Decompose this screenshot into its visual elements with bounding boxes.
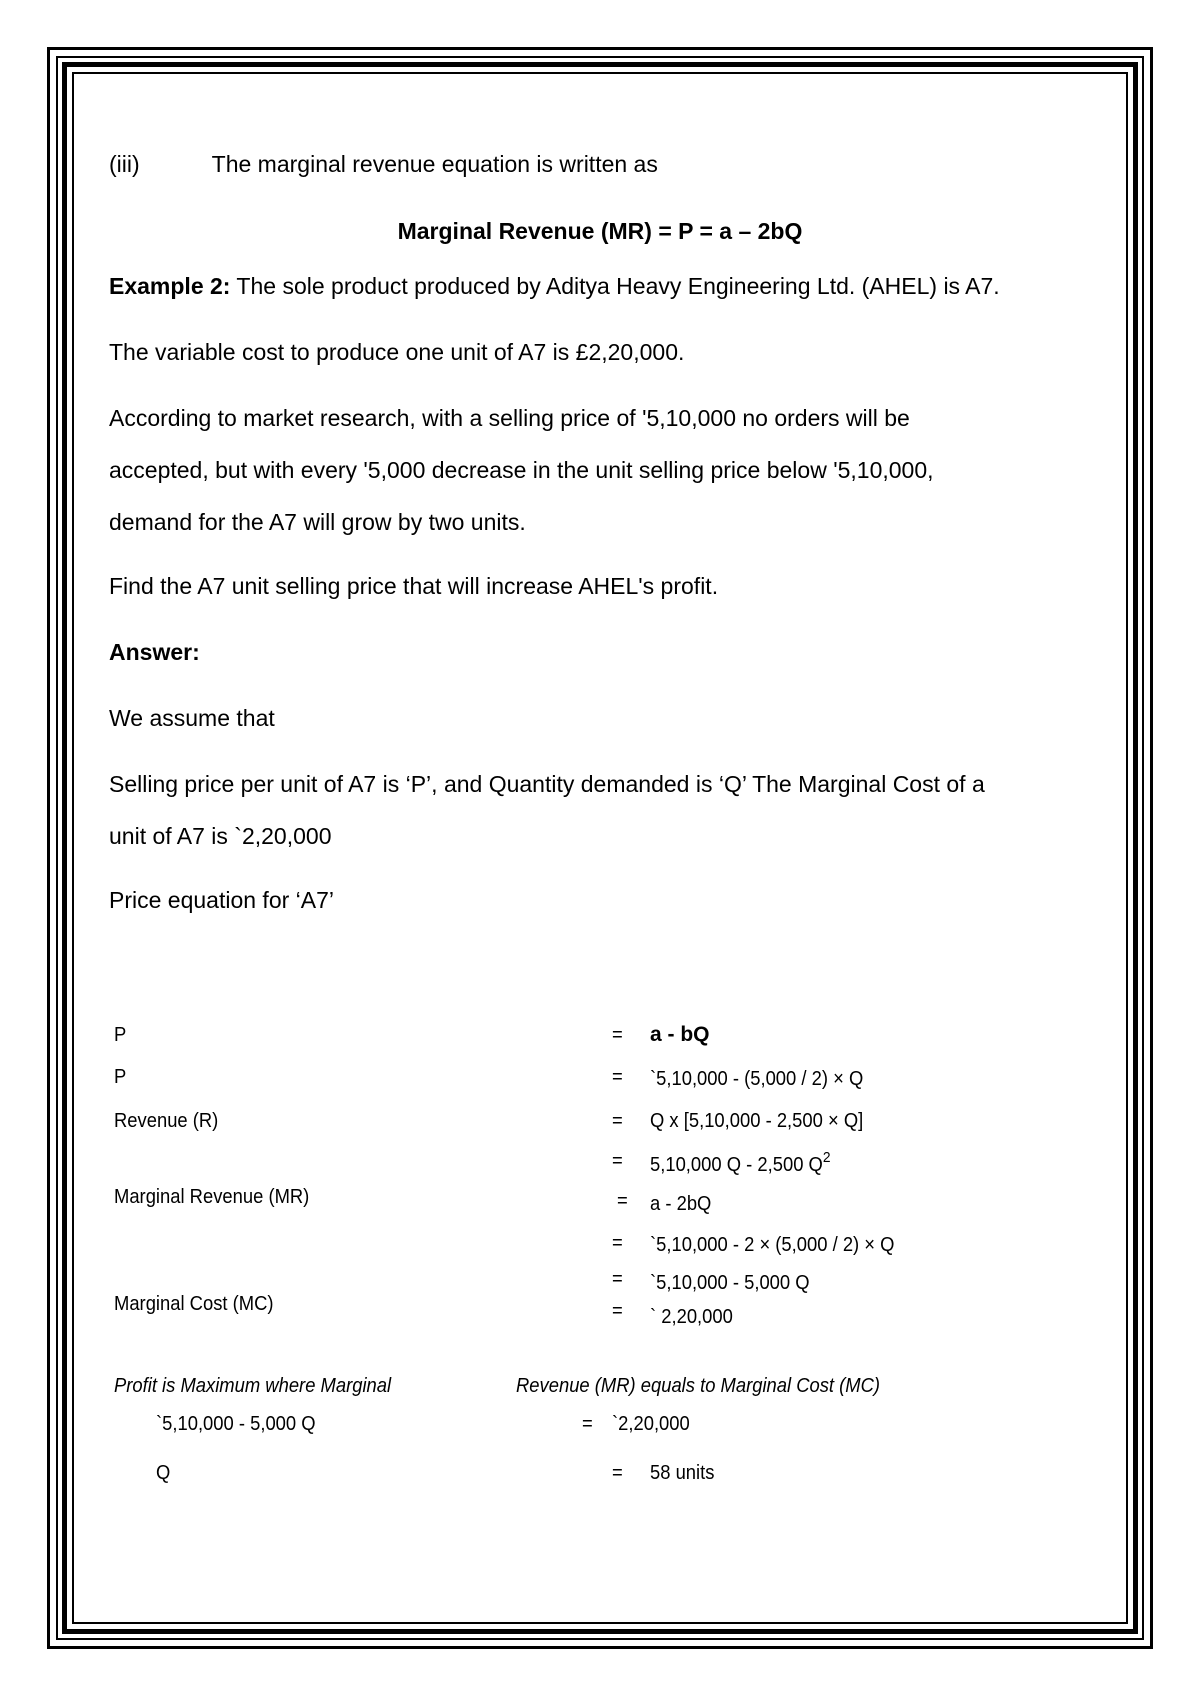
profit-eq-left: `5,10,000 - 5,000 Q [156, 1413, 316, 1435]
eq-label-revenue: Revenue (R) [114, 1110, 219, 1132]
eq-value-7: `5,10,000 - 5,000 Q [650, 1272, 810, 1294]
eq-value-6: `5,10,000 - 2 × (5,000 / 2) × Q [650, 1234, 895, 1256]
answer-label-text: Answer: [109, 639, 200, 665]
eq-sign: = [612, 1462, 623, 1484]
q-label: Q [156, 1462, 171, 1484]
eq-value-2: `5,10,000 - (5,000 / 2) × Q [650, 1068, 864, 1090]
eq-value-4-text: 5,10,000 Q - 2,500 Q [650, 1154, 823, 1176]
market-research-line-3: demand for the A7 will grow by two units. [109, 509, 526, 535]
profit-text-right: Revenue (MR) equals to Marginal Cost (MC) [516, 1375, 881, 1397]
intro-text: The marginal revenue equation is written as [211, 151, 658, 177]
answer-label [109, 626, 200, 678]
market-research-line-2: accepted, but with every '5,000 decrease in the unit selling price below '5,10,000, [109, 457, 934, 483]
example-line [109, 260, 1000, 312]
variable-cost-line: The variable cost to produce one unit of A7 is £2,20,000. [109, 339, 685, 365]
eq-value-5: a - 2bQ [650, 1193, 712, 1215]
eq-label-p-2: P [114, 1066, 127, 1088]
selling-price-line-2: unit of A7 is `2,20,000 [109, 823, 332, 849]
eq-label-marginal-revenue: Marginal Revenue (MR) [114, 1186, 310, 1208]
intro-label: (iii) [109, 151, 140, 177]
eq-sign: = [617, 1190, 628, 1212]
eq-sign: = [612, 1110, 623, 1132]
selling-price-line-1: Selling price per unit of A7 is ‘P’, and Quantity demanded is ‘Q’ The Marginal Cost of a [109, 771, 985, 797]
profit-eq-right: `2,20,000 [612, 1413, 690, 1435]
eq-sign: = [612, 1150, 623, 1172]
eq-value-8: ` 2,20,000 [650, 1306, 733, 1328]
eq-value-1: a - bQ [650, 1023, 710, 1046]
eq-value-3: Q x [5,10,000 - 2,500 × Q] [650, 1110, 864, 1132]
question-line: Find the A7 unit selling price that will increase AHEL's profit. [109, 573, 719, 599]
eq-sign: = [612, 1066, 623, 1088]
eq-label-p-1: P [114, 1024, 127, 1046]
eq-sign: = [612, 1232, 623, 1254]
eq-sign: = [612, 1024, 623, 1046]
example-text: The sole product produced by Aditya Heavy Engineering Ltd. (AHEL) is A7. [230, 273, 1000, 299]
q-value: 58 units [650, 1462, 715, 1484]
eq-sign: = [612, 1268, 623, 1290]
eq-label-marginal-cost: Marginal Cost (MC) [114, 1293, 274, 1315]
profit-text-left: Profit is Maximum where Marginal [114, 1375, 392, 1397]
eq-sign: = [612, 1300, 623, 1322]
eq-value-4-sup: 2 [822, 1149, 831, 1166]
example-label: Example 2: [109, 273, 231, 299]
eq-value-4 [650, 1149, 831, 1177]
assume-line: We assume that [109, 705, 275, 731]
eq-sign: = [582, 1413, 593, 1435]
price-equation-heading: Price equation for ‘A7’ [109, 887, 335, 913]
intro-line [109, 138, 658, 190]
market-research-line-1: According to market research, with a selling price of '5,10,000 no orders will be [109, 405, 910, 431]
formula-heading: Marginal Revenue (MR) = P = a – 2bQ [397, 218, 803, 244]
